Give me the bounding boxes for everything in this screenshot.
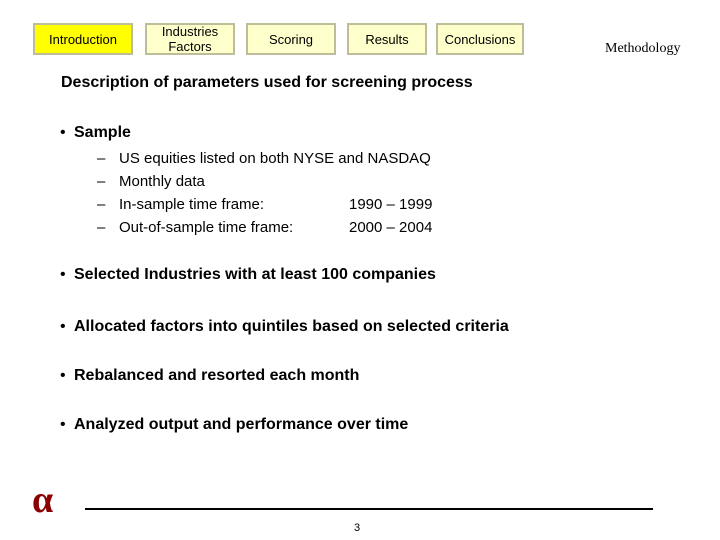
sub-item-label: In-sample time frame: xyxy=(119,196,265,213)
bullet-text: Rebalanced and resorted each month xyxy=(74,367,360,384)
alpha-logo-svg xyxy=(30,480,70,520)
sub-item-label: US equities listed on both NYSE and NASDAQ xyxy=(119,150,431,167)
bullet-dot: • xyxy=(60,266,66,283)
tab-industries-factors[interactable]: Industries Factors xyxy=(145,23,235,55)
sub-item-value: 2000 – 2004 xyxy=(349,219,433,236)
bullet-sample xyxy=(60,124,131,142)
tab-introduction[interactable]: Introduction xyxy=(33,23,133,55)
alpha-logo-icon xyxy=(30,480,70,525)
bullet-text: Sample xyxy=(74,124,131,141)
dash-marker: – xyxy=(97,196,106,213)
bullet-analyzed-output xyxy=(60,416,408,434)
bullet-dot: • xyxy=(60,124,66,141)
bullet-rebalanced xyxy=(60,367,359,385)
tab-conclusions[interactable]: Conclusions xyxy=(436,23,524,55)
footer-rule xyxy=(85,508,653,510)
tab-results[interactable]: Results xyxy=(347,23,427,55)
bullet-text: Selected Industries with at least 100 companies xyxy=(74,266,436,283)
sub-item-value: 1990 – 1999 xyxy=(349,196,433,213)
dash-marker: – xyxy=(97,219,106,236)
bullet-text: Allocated factors into quintiles based on selected criteria xyxy=(74,318,509,335)
page-number: 3 xyxy=(354,522,361,534)
sub-item-label: Out-of-sample time frame: xyxy=(119,219,294,236)
alpha-glyph: α xyxy=(32,480,54,520)
dash-marker: – xyxy=(97,173,106,190)
section-label: Methodology xyxy=(605,41,681,56)
bullet-dot: • xyxy=(60,416,66,433)
bullet-dot: • xyxy=(60,318,66,335)
bullet-selected-industries xyxy=(60,266,436,284)
slide-title: Description of parameters used for screening process xyxy=(61,74,473,91)
bullet-text: Analyzed output and performance over time xyxy=(74,416,409,433)
bullet-dot: • xyxy=(60,367,66,384)
sub-item-label: Monthly data xyxy=(119,173,205,190)
dash-marker: – xyxy=(97,150,106,167)
bullet-allocated-factors xyxy=(60,318,509,336)
tab-scoring[interactable]: Scoring xyxy=(246,23,336,55)
